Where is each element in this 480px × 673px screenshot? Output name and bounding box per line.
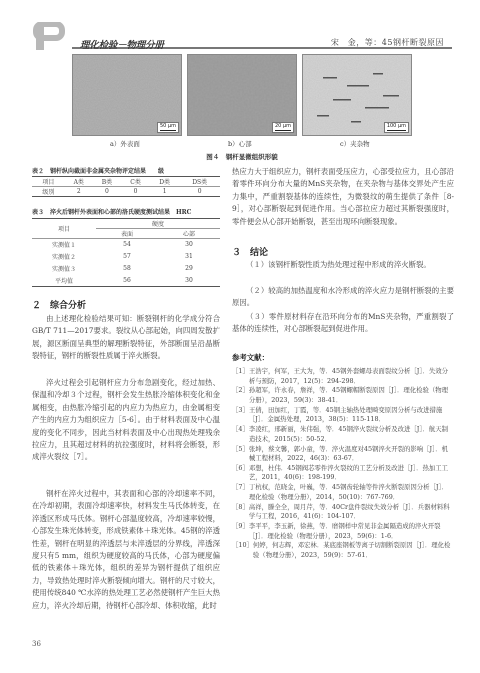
- paragraph: 由上述理化检验结果可知：断裂钢杆的化学成分符合GB/T 711—2017要求。裂纹从心部起始，向四周发散扩展，源区断面呈典型的解理断裂特征，外部断面呈沿晶断裂特征，钢杆的断裂性质属于淬火断裂。: [32, 314, 220, 361]
- table-cell: 0: [197, 188, 202, 195]
- table-row: [32, 275, 220, 287]
- table-row: [32, 239, 220, 251]
- table-cell: 54: [123, 241, 131, 249]
- table-header-group: 硬度: [96, 219, 220, 229]
- table-header-cell: 心部: [182, 231, 195, 238]
- table-row: [32, 263, 220, 275]
- reference-item: ［5］ 张坤，蔡文馨，郭小童，等．淬火温度对45钢淬火开裂的影响［J］．机械工程材料，2022，46(3)：63-67．: [232, 444, 449, 463]
- table-cell: 实测值３: [51, 266, 76, 273]
- references-heading: 参考文献：: [232, 353, 269, 362]
- table-header-cell: C类: [130, 179, 141, 186]
- running-head: 宋 金，等：45钢杆断裂原因: [330, 38, 444, 47]
- table-cell: 0: [105, 188, 109, 195]
- table-cell: 1: [162, 188, 167, 195]
- table-row: [32, 251, 220, 263]
- micrograph-inclusions: [302, 54, 412, 136]
- sublabel-a: a）外表面: [110, 140, 140, 148]
- table-header-row: [32, 219, 220, 229]
- reference-item: ［9］ 李平平，李玉新，徐燕，等．磨钢样中常见非金属隔造成的淬火开裂［J］．理化检验（物理分册），2023，59(6)：1-6．: [232, 522, 441, 540]
- reference-item: ［3］ 王倩，田加红，丁霞，等．45钢主轴热处理畸变原因分析与改进措施［J］．金属热处理，2013，38(5)：115-118．: [232, 405, 443, 424]
- journal-logo-icon: [32, 22, 68, 50]
- references-list: [232, 367, 454, 561]
- table-header-row: [32, 177, 220, 187]
- table-cell: 2: [76, 188, 81, 195]
- table-cell: 0: [133, 188, 138, 195]
- reference-item: ［8］ 高祥，滕全全，周月芹，等．40Cr盘件裂纹失效分析［J］．兵器材料科学与工程，2016，41(6)：104-107．: [232, 502, 450, 521]
- table-cell: 平均值: [54, 277, 73, 285]
- table-header-cell: 项目: [42, 179, 55, 186]
- table-header-cell: 表面: [120, 231, 133, 238]
- journal-name: 理化检验－物理分册: [80, 40, 164, 51]
- table-cell: 31: [185, 253, 193, 260]
- page-number: 36: [32, 640, 41, 648]
- table-cell: 级别: [42, 189, 55, 196]
- conclusion-item: （３）零件原材料存在沿环向分布的MnS夹杂物，严重割裂了基体的连续性，对心部断裂起到促进作用。: [232, 312, 454, 334]
- paragraph: 钢杆在淬火过程中，其表面和心部的冷却速率不同，在冷却初期，表面冷却速率快，材料发生马氏体转变，在淬透区形成马氏体。钢杆心部温度较高，冷却速率较慢，心部发生珠光体转变，形成铁素体＋珠光体。45钢的淬透性差，钢杆在明显的淬透层与未淬透层的分界线，淬透深度只有5 mm，组织为硬度较高的马氏体，心部为硬度偏低的铁素体＋珠光体，组织的差异为钢杆提供了组织应力，导致热处理时淬火断裂倾向增大。钢杆的尺寸较大，使用传统840 ℃水淬的热处理工艺必然使钢杆产生巨大热应力，淬火冷却后期，待钢杆心部冷却、体积收缩，此时: [32, 489, 220, 610]
- micrograph-outer-surface: [72, 54, 182, 136]
- table-cell: 57: [123, 253, 131, 260]
- scale-bar: 50 μm: [157, 122, 179, 133]
- reference-item: ［7］ 丁杭权，范晓金，叶巍，等．45钢齿轮轴等件淬火断裂原因分析［J］．理化检验（物理分册），2014，50(10)：767-769．: [232, 483, 449, 501]
- reference-item: ［1］ 王浩宇，何军，王大为，等．45钢外套螺母表面裂纹分析［J］．失效分析与预防，2017，12(5)：294-298．: [232, 367, 449, 385]
- figure-4: [72, 54, 412, 164]
- reference-item: ［2］ 孙超军，许永春，詹祥，等．45钢螺帽断裂原因［J］．理化检验（物理分册），2023，59(3)：38-41．: [232, 386, 449, 404]
- section-heading: ３ 结论: [232, 248, 269, 258]
- paragraph: 热应力大于组织应力，钢杆表面受压应力，心部受拉应力，且心部沿着零件环向分布大量的MnS夹杂物，在夹杂物与基体交界处产生应力集中，严重割裂基体的连续性，为微裂纹的萌生提供了条件［8-9］，对心部断裂起到促进作用。当心部拉应力超过其断裂强度时，零件便会从心部开始断裂，甚至出现环向断裂现象。: [232, 167, 454, 226]
- table-cell: 29: [185, 265, 193, 272]
- table-cell: 实测值２: [51, 254, 76, 261]
- reference-item: ［6］ 邓想，杜伟．45钢阀芯零件淬火裂纹的工艺分析及改进［J］．热加工工艺，2011，40(6)：198-199．: [232, 463, 449, 482]
- table-row: [32, 187, 220, 197]
- paragraph: 淬火过程会引起钢杆应力分布急剧变化，经过加热、保温和冷却３个过程，钢杆会发生热胀冷缩体积变化和金属相变，由热胀冷缩引起的内应力为热应力，由金属相变产生的内应力为组织应力［5-6］。由于材料表面及中心温度的变化不同步，因此当材料表面及中心出现热处理残余拉应力，且其超过材料的抗拉强度时，材料将会断裂，形成淬火裂纹［7］。: [32, 378, 220, 462]
- conclusion-item: （２）较高的加热温度和水冷形成的淬火应力是钢杆断裂的主要原因。: [232, 286, 454, 308]
- table-3: [32, 218, 220, 287]
- reference-item: ［10］ 何婷，何志辉，邓宏林．某底座钢板等离子切割断裂原因［J］．理化检验（物理分册），2023，59(9)：57-61．: [232, 541, 451, 559]
- table-cell: 30: [185, 276, 193, 284]
- table-header-cell: A类: [73, 179, 84, 186]
- table-2: [32, 176, 220, 197]
- sublabel-b: b）心部: [228, 140, 252, 148]
- scale-bar: 100 μm: [384, 122, 409, 133]
- table-3-caption: 表３ 淬火后钢杆外表面和心部的洛氏硬度测试结果 HRC: [32, 209, 192, 216]
- reference-item: ［4］ 李凌红，邢新丽，朱伟强，等．45钢淬火裂纹分析及改进［J］．航天制造技术，2015(5)：50-52．: [232, 425, 449, 443]
- table-header-cell: DS类: [192, 179, 208, 186]
- table-header-cell: 项目: [57, 226, 70, 233]
- table-header-cell: B类: [101, 179, 113, 186]
- table-cell: 56: [123, 276, 131, 284]
- table-cell: 30: [185, 241, 193, 249]
- table-cell: 实测值１: [51, 242, 76, 250]
- conclusion-item: （１）该钢杆断裂性质为热处理过程中形成的淬火断裂。: [246, 260, 431, 269]
- table-header-cell: D类: [159, 179, 171, 186]
- figure-caption: 图４ 钢杆显微组织形貌: [206, 153, 278, 161]
- table-2-caption: 表２ 钢杆纵向截面非金属夹杂物评定结果 级: [32, 168, 165, 175]
- section-heading: ２ 综合分析: [32, 301, 87, 311]
- scale-bar: 20 μm: [272, 122, 294, 133]
- page-header: [0, 0, 480, 52]
- table-cell: 58: [123, 265, 131, 272]
- micrograph-core: [187, 54, 297, 136]
- sublabel-c: c）夹杂物: [340, 140, 370, 148]
